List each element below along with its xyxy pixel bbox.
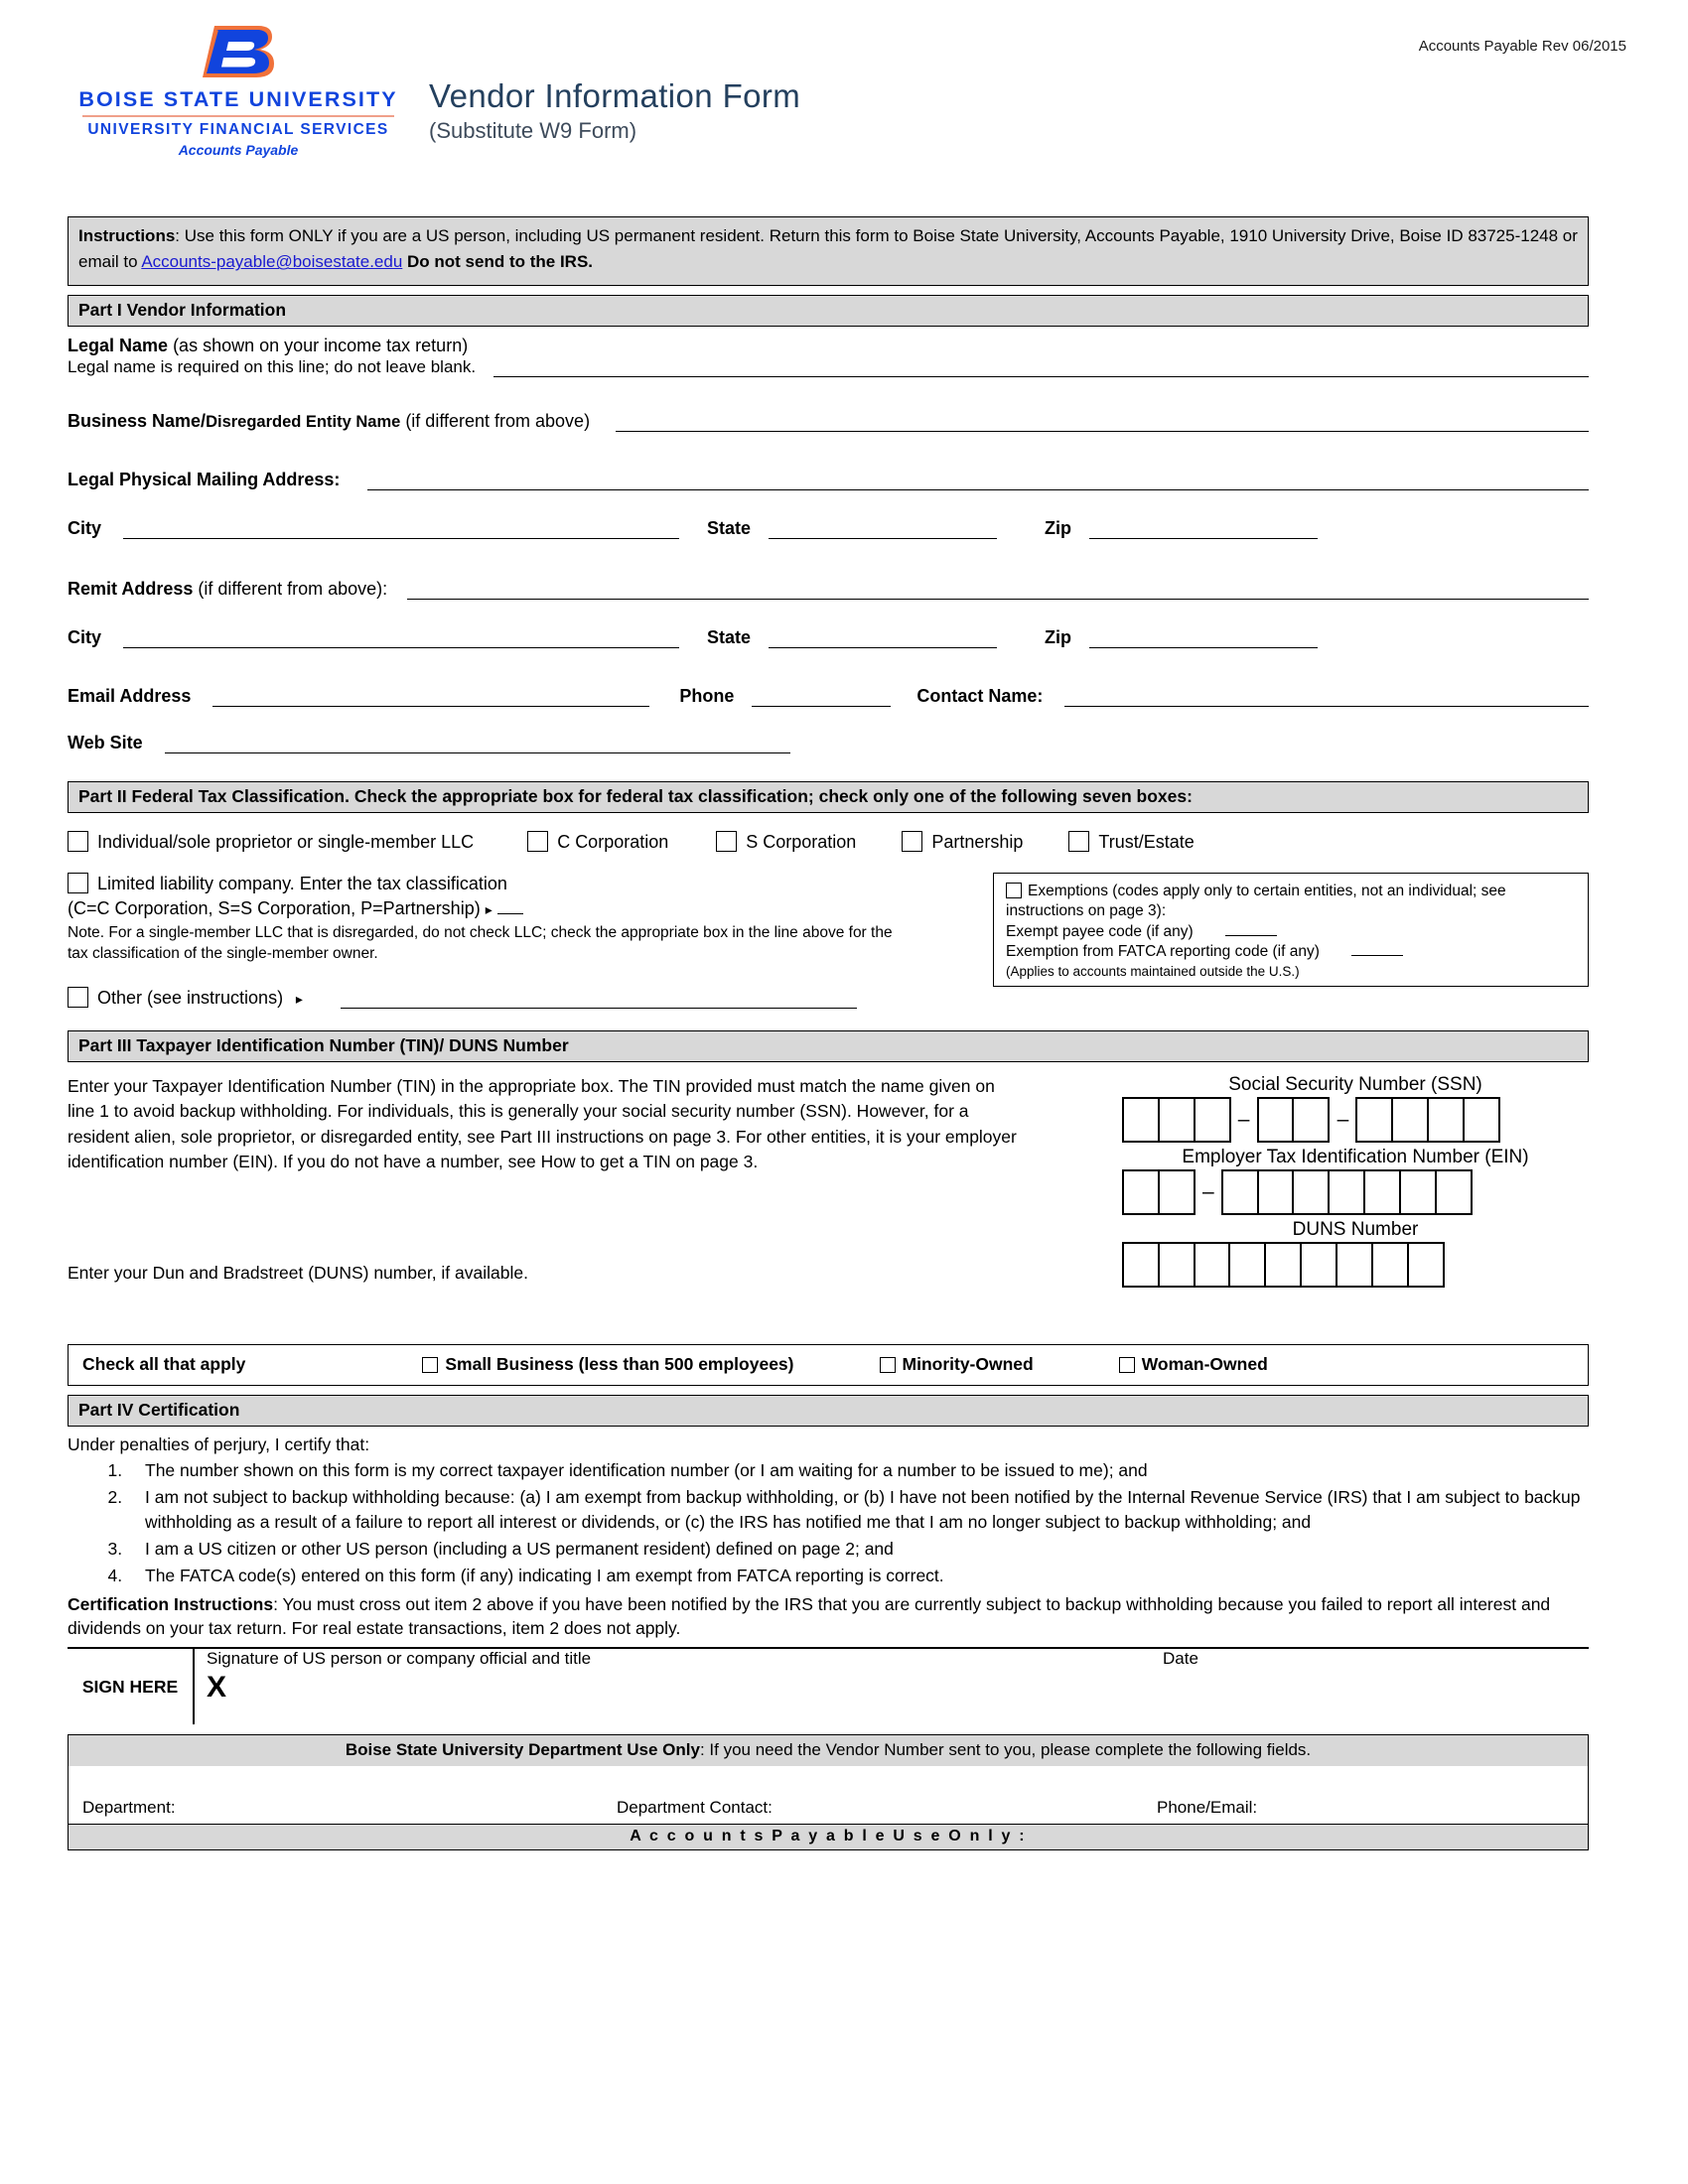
exemptions-box xyxy=(993,873,1589,988)
ein-group-2[interactable] xyxy=(1221,1169,1473,1215)
part4-heading: Part IV Certification xyxy=(68,1395,1589,1427)
duns-digit-box[interactable] xyxy=(1371,1242,1409,1288)
contact-name-label: Contact Name: xyxy=(916,685,1044,706)
state-label: State xyxy=(707,517,752,538)
certification-intro: Under penalties of perjury, I certify that: xyxy=(68,1433,370,1454)
exemptions-line1: Exemptions (codes apply only to certain entities, not an individual; see xyxy=(1028,882,1506,899)
mailing-address-input[interactable] xyxy=(367,489,1589,490)
department-field-label[interactable]: Department: xyxy=(82,1798,176,1818)
ein-digit-box[interactable] xyxy=(1399,1169,1437,1215)
other-classification-input[interactable] xyxy=(341,1008,857,1009)
list-item: 4. The FATCA code(s) entered on this form (if any) indicating I am exempt from FATCA reporting is correct. xyxy=(127,1564,1589,1588)
checkbox-icon[interactable] xyxy=(527,831,548,852)
logo-unit-text: Accounts Payable xyxy=(178,142,299,158)
ssn-digit-box[interactable] xyxy=(1355,1097,1393,1143)
form-header xyxy=(0,0,1688,164)
ssn-label: Social Security Number (SSN) xyxy=(1228,1073,1482,1095)
ein-digit-box[interactable] xyxy=(1158,1169,1196,1215)
checkbox-icon[interactable] xyxy=(422,1357,438,1373)
certification-instructions xyxy=(68,1592,1589,1642)
website-field xyxy=(68,733,1589,753)
ssn-digit-box[interactable] xyxy=(1292,1097,1330,1143)
option-label: Minority-Owned xyxy=(902,1354,1034,1375)
ein-label: Employer Tax Identification Number (EIN) xyxy=(1182,1146,1529,1167)
page-subtitle: (Substitute W9 Form) xyxy=(429,118,637,143)
legal-name-hint: (as shown on your income tax return) xyxy=(173,335,469,355)
mailing-address-label: Legal Physical Mailing Address: xyxy=(68,469,341,489)
duns-digit-box[interactable] xyxy=(1336,1242,1373,1288)
ein-digit-box[interactable] xyxy=(1122,1169,1160,1215)
checkbox-icon[interactable] xyxy=(902,831,922,852)
checkbox-icon[interactable] xyxy=(68,831,88,852)
remit-city-input[interactable] xyxy=(123,647,679,648)
part2-heading: Part II Federal Tax Classification. Check the appropriate box for federal tax classification; check only one of the following seven boxes: xyxy=(68,781,1589,813)
option-label: Trust/Estate xyxy=(1098,831,1195,852)
remit-address-hint: (if different from above): xyxy=(198,578,388,599)
certification-instructions-label: Certification Instructions xyxy=(68,1593,274,1614)
checkbox-trust-estate[interactable] xyxy=(1068,831,1194,853)
ssn-group-2[interactable] xyxy=(1257,1097,1331,1143)
instructions-text-1: : Use this form ONLY if you are a US person, including US permanent resident. Return this form to Boise State University, Accounts Payable, 1910 University Drive, Boise ID 83725-1248 or email to xyxy=(78,226,1578,272)
duns-boxes[interactable] xyxy=(1122,1242,1589,1288)
check-all-label: Check all that apply xyxy=(82,1354,246,1375)
ssn-group-1[interactable] xyxy=(1122,1097,1231,1143)
legal-name-input[interactable] xyxy=(493,376,1589,377)
list-item: 3. I am a US citizen or other US person (including a US permanent resident) defined on page 2; and xyxy=(127,1537,1589,1562)
mailing-address-field xyxy=(68,470,1589,490)
duns-label: DUNS Number xyxy=(1292,1218,1419,1240)
fatca-code-input[interactable] xyxy=(1351,944,1403,956)
checkbox-woman-owned[interactable] xyxy=(1119,1354,1268,1375)
ssn-boxes[interactable] xyxy=(1122,1097,1589,1143)
business-name-input[interactable] xyxy=(616,431,1589,432)
ssn-group-3[interactable] xyxy=(1355,1097,1499,1143)
business-name-label: Business Name/ xyxy=(68,410,207,431)
duns-digit-box[interactable] xyxy=(1122,1242,1160,1288)
list-item: 2. I am not subject to backup withholding because: (a) I am exempt from backup withholding, or (b) I have not been notified by the Internal Revenue Service (IRS) that I am subject to backup withholding as a result of a failure to report all interest or dividends, or (c) the IRS has notified me that I am no longer subject to backup withholding; and xyxy=(127,1485,1589,1535)
ein-digit-box[interactable] xyxy=(1435,1169,1473,1215)
state-input[interactable] xyxy=(769,538,997,539)
accounts-payable-email-link[interactable]: Accounts-payable@boisestate.edu xyxy=(141,252,403,272)
city-input[interactable] xyxy=(123,538,679,539)
ein-digit-box[interactable] xyxy=(1221,1169,1259,1215)
remit-zip-label: Zip xyxy=(1045,626,1072,647)
signature-caption: Signature of US person or company official and title xyxy=(207,1649,592,1669)
department-contact-field-label[interactable]: Department Contact: xyxy=(617,1798,773,1818)
checkbox-partnership[interactable] xyxy=(902,831,1023,853)
certification-list xyxy=(68,1458,1589,1587)
option-label: C Corporation xyxy=(557,831,669,852)
signature-block xyxy=(68,1647,1589,1724)
ein-digit-box[interactable] xyxy=(1257,1169,1295,1215)
business-name-label-small: Disregarded Entity Name xyxy=(206,412,401,431)
exempt-payee-code-label: Exempt payee code (if any) xyxy=(1006,922,1194,940)
ssn-separator: – xyxy=(1336,1107,1349,1131)
option-label: Woman-Owned xyxy=(1141,1354,1268,1375)
checkbox-s-corporation[interactable] xyxy=(716,831,856,853)
ssn-digit-box[interactable] xyxy=(1427,1097,1465,1143)
remit-city-label: City xyxy=(68,626,102,647)
other-classification-row xyxy=(68,987,1589,1009)
logo-division-text: UNIVERSITY FINANCIAL SERVICES xyxy=(87,121,389,138)
department-use-heading-rest: : If you need the Vendor Number sent to you, please complete the following fields. xyxy=(699,1740,1312,1760)
fatca-code-row xyxy=(1006,942,1578,962)
llc-classification-input[interactable] xyxy=(497,900,523,914)
signature-x-mark: X xyxy=(207,1671,227,1705)
part2-body xyxy=(68,831,1589,1009)
remit-address-field xyxy=(68,579,1589,600)
checkbox-icon[interactable] xyxy=(68,873,88,893)
remit-city-state-zip-row xyxy=(68,627,1589,648)
ein-group-1[interactable] xyxy=(1122,1169,1196,1215)
llc-line2-row xyxy=(68,898,941,919)
signature-date-label: Date xyxy=(1163,1649,1198,1669)
other-label: Other (see instructions) xyxy=(97,987,284,1008)
duns-group[interactable] xyxy=(1122,1242,1445,1288)
signature-area[interactable] xyxy=(193,1649,1589,1724)
sign-here-label: SIGN HERE xyxy=(81,1676,179,1697)
ssn-digit-box[interactable] xyxy=(1158,1097,1196,1143)
tin-entry-area xyxy=(1122,1074,1589,1288)
checkbox-other[interactable] xyxy=(68,987,303,1009)
checkbox-icon[interactable] xyxy=(1068,831,1089,852)
ssn-digit-box[interactable] xyxy=(1391,1097,1429,1143)
ein-separator: – xyxy=(1201,1179,1214,1203)
exemptions-line2: instructions on page 3): xyxy=(1006,902,1167,920)
exempt-payee-code-input[interactable] xyxy=(1225,924,1277,936)
tax-class-options-row xyxy=(68,831,1589,853)
instructions-banner xyxy=(68,216,1589,286)
title-block xyxy=(429,77,800,144)
ein-digit-box[interactable] xyxy=(1363,1169,1401,1215)
checkbox-icon[interactable] xyxy=(68,987,88,1008)
ssn-separator: – xyxy=(1237,1107,1250,1131)
website-input[interactable] xyxy=(165,752,790,753)
option-label: S Corporation xyxy=(746,831,857,852)
llc-line1: Limited liability company. Enter the tax classification xyxy=(97,873,507,893)
remit-state-input[interactable] xyxy=(769,647,997,648)
duns-digit-box[interactable] xyxy=(1264,1242,1302,1288)
remit-address-input[interactable] xyxy=(407,599,1589,600)
llc-line2: (C=C Corporation, S=S Corporation, P=Partnership) xyxy=(68,897,481,918)
legal-name-note: Legal name is required on this line; do not leave blank. xyxy=(68,356,477,376)
checkbox-exemptions[interactable] xyxy=(1006,882,1578,901)
ssn-digit-box[interactable] xyxy=(1194,1097,1231,1143)
business-name-field xyxy=(68,411,1589,432)
duns-digit-box[interactable] xyxy=(1300,1242,1337,1288)
llc-block xyxy=(68,873,941,965)
zip-input[interactable] xyxy=(1089,538,1318,539)
exempt-payee-code-row xyxy=(1006,922,1578,942)
checkbox-icon[interactable] xyxy=(880,1357,896,1373)
part3-body xyxy=(68,1074,1589,1344)
right-triangle-icon: ▸ xyxy=(295,990,303,1007)
phone-input[interactable] xyxy=(752,706,891,707)
phone-label: Phone xyxy=(679,685,735,706)
check-all-that-apply-row xyxy=(68,1344,1589,1386)
legal-name-field xyxy=(68,336,1589,377)
instructions-text-2: Do not send to the IRS. xyxy=(402,252,594,272)
department-use-block xyxy=(68,1734,1589,1850)
checkbox-small-business[interactable] xyxy=(422,1354,793,1375)
department-use-heading xyxy=(68,1734,1589,1766)
ssn-digit-box[interactable] xyxy=(1463,1097,1500,1143)
checkbox-icon[interactable] xyxy=(1006,883,1022,898)
duns-digit-box[interactable] xyxy=(1228,1242,1266,1288)
contact-name-input[interactable] xyxy=(1064,706,1589,707)
checkbox-icon[interactable] xyxy=(1119,1357,1135,1373)
remit-zip-input[interactable] xyxy=(1089,647,1318,648)
ein-digit-box[interactable] xyxy=(1292,1169,1330,1215)
part3-paragraph: Enter your Taxpayer Identification Number (TIN) in the appropriate box. The TIN provided must match the name given on line 1 to avoid backup withholding. For individuals, this is generally your social security number (SSN). However, for a resident alien, sole proprietor, or disregarded entity, see Part III instructions on page 3. For other entities, it is your employer identification number (EIN). If you do not have a number, see How to get a TIN on page 3. xyxy=(68,1075,1017,1172)
remit-state-label: State xyxy=(707,626,752,647)
llc-note: Note. For a single-member LLC that is disregarded, do not check LLC; check the appropriate box in the line above for the tax classification of the single-member owner. xyxy=(68,923,893,962)
duns-digit-box[interactable] xyxy=(1158,1242,1196,1288)
checkbox-c-corporation[interactable] xyxy=(527,831,668,853)
option-label: Small Business (less than 500 employees) xyxy=(445,1354,794,1375)
checkbox-limited-liability-company[interactable] xyxy=(68,873,941,894)
page-title: Vendor Information Form xyxy=(429,77,801,114)
ssn-digit-box[interactable] xyxy=(1122,1097,1160,1143)
ssn-digit-box[interactable] xyxy=(1257,1097,1295,1143)
boise-state-b-icon xyxy=(74,22,402,83)
business-name-hint: (if different from above) xyxy=(405,410,591,431)
instructions-label: Instructions xyxy=(78,226,176,245)
accounts-payable-use-only-bar: A c c o u n t s P a y a b l e U s e O n l y : xyxy=(68,1824,1589,1850)
fatca-code-label: Exemption from FATCA reporting code (if any) xyxy=(1006,943,1320,961)
website-label: Web Site xyxy=(68,732,143,752)
phone-email-field-label[interactable]: Phone/Email: xyxy=(1157,1798,1258,1818)
option-label: Partnership xyxy=(931,831,1024,852)
department-use-heading-bold: Boise State University Department Use Only xyxy=(345,1740,700,1760)
duns-digit-box[interactable] xyxy=(1407,1242,1445,1288)
email-label: Email Address xyxy=(68,685,192,706)
ein-boxes[interactable] xyxy=(1122,1169,1589,1215)
part3-heading: Part III Taxpayer Identification Number (TIN)/ DUNS Number xyxy=(68,1030,1589,1062)
checkbox-minority-owned[interactable] xyxy=(880,1354,1034,1375)
department-use-fields xyxy=(68,1766,1589,1824)
certification-instructions-text: : You must cross out item 2 above if you have been notified by the IRS that you are currently subject to backup withholding because you failed to report all interest and dividends on your tax return. For real estate transactions, item 2 does not apply. xyxy=(68,1593,1551,1639)
city-label: City xyxy=(68,517,102,538)
email-input[interactable] xyxy=(212,706,649,707)
duns-prompt: Enter your Dun and Bradstreet (DUNS) number, if available. xyxy=(68,1262,528,1283)
zip-label: Zip xyxy=(1045,517,1072,538)
option-label: Individual/sole proprietor or single-member LLC xyxy=(97,831,475,852)
ein-digit-box[interactable] xyxy=(1328,1169,1365,1215)
remit-address-label: Remit Address xyxy=(68,578,194,599)
checkbox-icon[interactable] xyxy=(716,831,737,852)
checkbox-individual-sole-proprietor[interactable] xyxy=(68,831,474,853)
right-triangle-icon: ▸ xyxy=(485,900,492,917)
logo-university-text: BOISE STATE UNIVERSITY xyxy=(78,87,398,111)
logo-divider xyxy=(82,115,394,117)
fatca-note: (Applies to accounts maintained outside the U.S.) xyxy=(1006,963,1300,979)
duns-digit-box[interactable] xyxy=(1194,1242,1231,1288)
physical-city-state-zip-row xyxy=(68,518,1589,539)
part1-heading: Part I Vendor Information xyxy=(68,295,1589,327)
legal-name-label: Legal Name xyxy=(68,335,169,355)
revision-text: Accounts Payable Rev 06/2015 xyxy=(1418,38,1626,55)
email-phone-contact-row xyxy=(68,686,1589,707)
list-item: 1. The number shown on this form is my correct taxpayer identification number (or I am waiting for a number to be issued to me); and xyxy=(127,1458,1589,1483)
boise-state-logo xyxy=(74,22,402,158)
part4-body xyxy=(68,1433,1589,1642)
